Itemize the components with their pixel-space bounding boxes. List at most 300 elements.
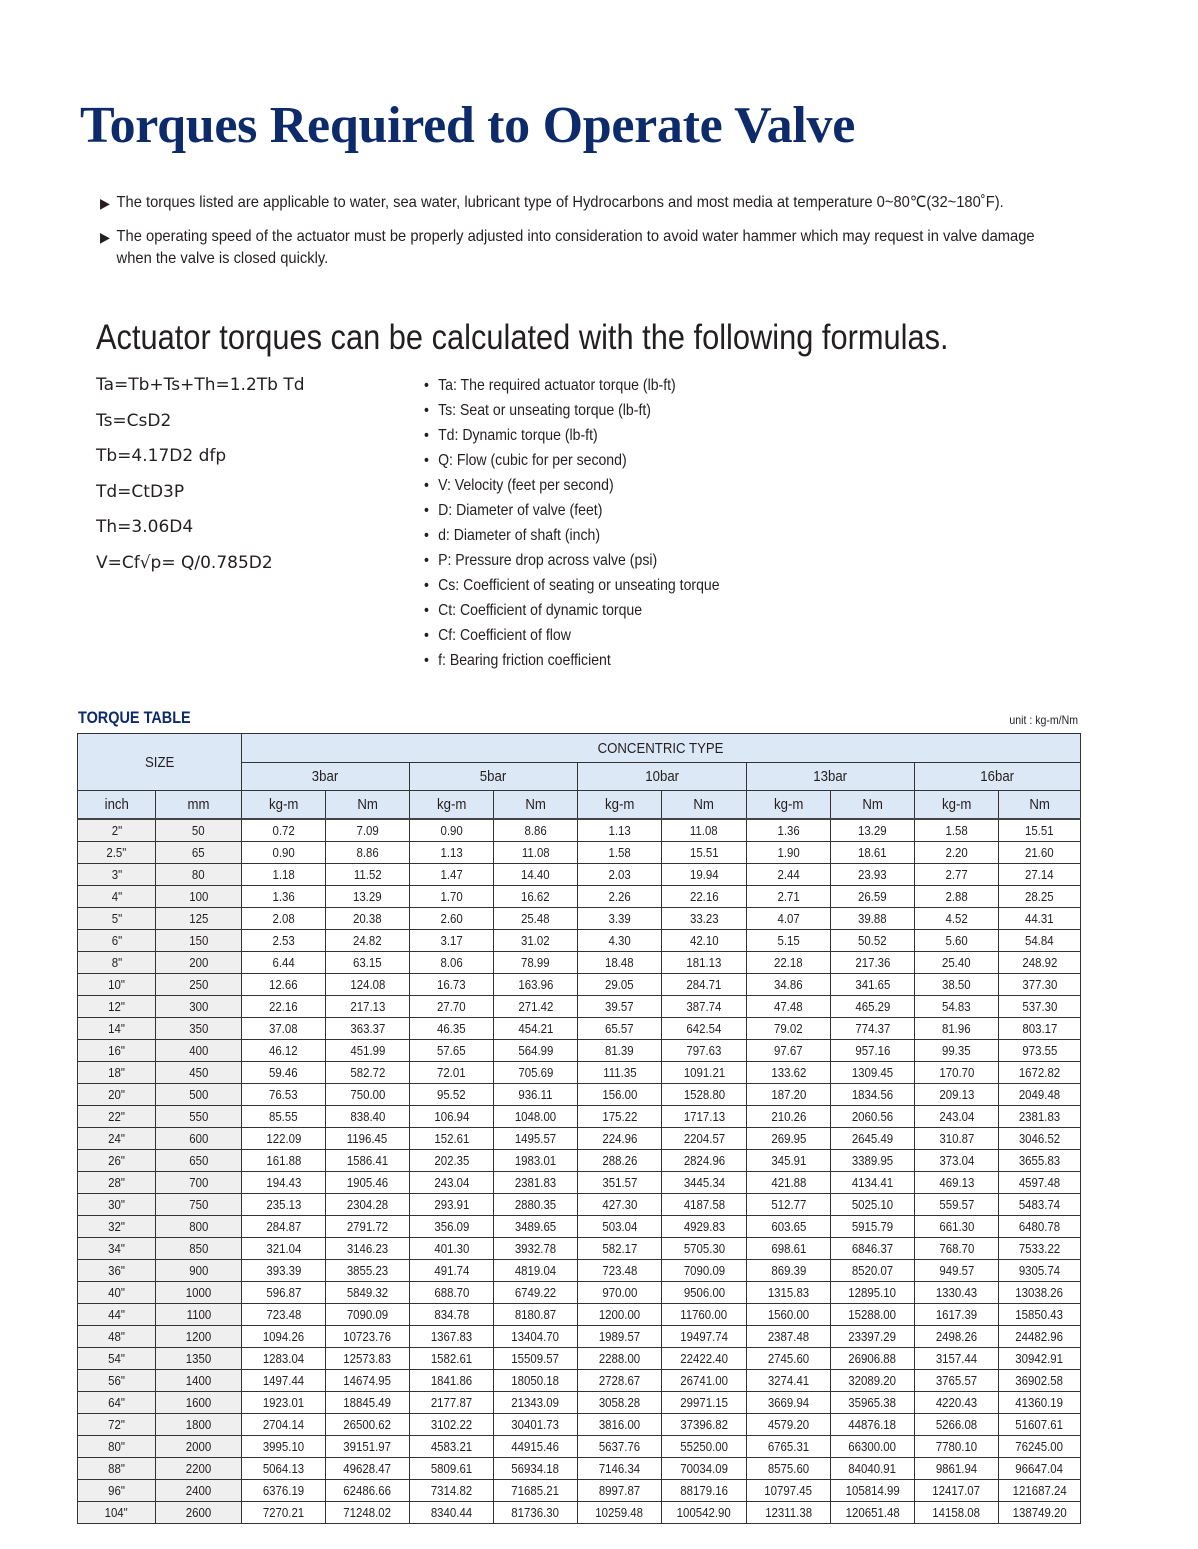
torque-5bar-nm-cell: 8180.87 xyxy=(494,1304,578,1326)
torque-3bar-nm-cell: 363.37 xyxy=(326,1018,410,1040)
size-inch-cell: 28" xyxy=(78,1172,156,1194)
torque-3bar-nm-cell: 124.08 xyxy=(326,974,410,996)
table-row xyxy=(78,930,1081,952)
formula-td: Td=CtD3P xyxy=(96,481,185,502)
torque-16bar-kgm-cell: 12417.07 xyxy=(915,1480,999,1502)
torque-3bar-kgm-cell: 2.08 xyxy=(242,908,326,930)
variable-legend xyxy=(424,373,760,673)
torque-13bar-kgm-cell: 4579.20 xyxy=(747,1414,831,1436)
size-mm-cell: 1400 xyxy=(156,1370,242,1392)
torque-3bar-kgm-cell: 3995.10 xyxy=(242,1436,326,1458)
size-inch-cell: 10" xyxy=(78,974,156,996)
torque-5bar-nm-cell: 71685.21 xyxy=(494,1480,578,1502)
size-inch-cell: 64" xyxy=(78,1392,156,1414)
torque-10bar-kgm-cell: 7146.34 xyxy=(578,1458,662,1480)
table-row xyxy=(78,1260,1081,1282)
torque-13bar-nm-cell: 84040.91 xyxy=(831,1458,915,1480)
torque-10bar-nm-cell: 22422.40 xyxy=(662,1348,747,1370)
torque-3bar-nm-cell: 1196.45 xyxy=(326,1128,410,1150)
torque-16bar-kgm-cell: 209.13 xyxy=(915,1084,999,1106)
torque-3bar-nm-cell: 582.72 xyxy=(326,1062,410,1084)
torque-10bar-nm-cell: 70034.09 xyxy=(662,1458,747,1480)
inch-header: inch xyxy=(78,791,156,820)
table-row xyxy=(78,1106,1081,1128)
table-row xyxy=(78,842,1081,864)
table-row xyxy=(78,1084,1081,1106)
torque-13bar-kgm-cell: 421.88 xyxy=(747,1172,831,1194)
torque-3bar-kgm-cell: 5064.13 xyxy=(242,1458,326,1480)
torque-5bar-nm-cell: 31.02 xyxy=(494,930,578,952)
torque-3bar-kgm-cell: 1094.26 xyxy=(242,1326,326,1348)
torque-13bar-nm-cell: 465.29 xyxy=(831,996,915,1018)
torque-table xyxy=(77,733,1081,1524)
bullet-icon: • xyxy=(424,527,429,544)
torque-10bar-kgm-cell: 970.00 xyxy=(578,1282,662,1304)
torque-13bar-nm-cell: 12895.10 xyxy=(831,1282,915,1304)
torque-10bar-nm-cell: 5705.30 xyxy=(662,1238,747,1260)
torque-3bar-kgm-cell: 76.53 xyxy=(242,1084,326,1106)
torque-5bar-kgm-cell: 491.74 xyxy=(410,1260,494,1282)
size-mm-cell: 100 xyxy=(156,886,242,908)
table-row xyxy=(78,1172,1081,1194)
torque-5bar-kgm-cell: 3.17 xyxy=(410,930,494,952)
torque-10bar-nm-cell: 19497.74 xyxy=(662,1326,747,1348)
table-row xyxy=(78,1304,1081,1326)
torque-3bar-kgm-cell: 235.13 xyxy=(242,1194,326,1216)
nm-header: Nm xyxy=(999,791,1081,820)
size-inch-cell: 18" xyxy=(78,1062,156,1084)
torque-5bar-nm-cell: 18050.18 xyxy=(494,1370,578,1392)
torque-10bar-kgm-cell: 288.26 xyxy=(578,1150,662,1172)
formula-v: V=Cf√p= Q/0.785D2 xyxy=(96,552,273,573)
torque-10bar-kgm-cell: 175.22 xyxy=(578,1106,662,1128)
torque-16bar-nm-cell: 27.14 xyxy=(999,864,1081,886)
torque-3bar-nm-cell: 1586.41 xyxy=(326,1150,410,1172)
torque-3bar-kgm-cell: 22.16 xyxy=(242,996,326,1018)
torque-13bar-kgm-cell: 345.91 xyxy=(747,1150,831,1172)
legend-item: • Cs: Coefficient of seating or unseating torque xyxy=(424,573,720,598)
torque-16bar-nm-cell: 3655.83 xyxy=(999,1150,1081,1172)
torque-16bar-kgm-cell: 1330.43 xyxy=(915,1282,999,1304)
size-inch-cell: 24" xyxy=(78,1128,156,1150)
torque-3bar-nm-cell: 217.13 xyxy=(326,996,410,1018)
size-inch-cell: 20" xyxy=(78,1084,156,1106)
torque-13bar-kgm-cell: 6765.31 xyxy=(747,1436,831,1458)
torque-10bar-nm-cell: 387.74 xyxy=(662,996,747,1018)
torque-5bar-nm-cell: 13404.70 xyxy=(494,1326,578,1348)
bullet-icon: • xyxy=(424,477,429,494)
torque-13bar-kgm-cell: 22.18 xyxy=(747,952,831,974)
torque-16bar-nm-cell: 803.17 xyxy=(999,1018,1081,1040)
note-text: The operating speed of the actuator must be properly adjusted into consideration to avoid water hammer which may request in valve damage when the valve is closed quickly. xyxy=(116,228,1035,267)
kgm-header: kg-m xyxy=(915,791,999,820)
size-inch-cell: 4" xyxy=(78,886,156,908)
table-row xyxy=(78,974,1081,996)
table-row xyxy=(78,1128,1081,1150)
size-mm-cell: 125 xyxy=(156,908,242,930)
torque-3bar-kgm-cell: 59.46 xyxy=(242,1062,326,1084)
torque-16bar-kgm-cell: 14158.08 xyxy=(915,1502,999,1524)
torque-10bar-nm-cell: 1528.80 xyxy=(662,1084,747,1106)
torque-13bar-kgm-cell: 47.48 xyxy=(747,996,831,1018)
torque-3bar-kgm-cell: 6.44 xyxy=(242,952,326,974)
torque-13bar-kgm-cell: 210.26 xyxy=(747,1106,831,1128)
bullet-icon: • xyxy=(424,652,429,669)
legend-item: • Cf: Coefficient of flow xyxy=(424,623,720,648)
torque-10bar-nm-cell: 1717.13 xyxy=(662,1106,747,1128)
formula-th: Th=3.06D4 xyxy=(96,517,194,537)
torque-10bar-kgm-cell: 1989.57 xyxy=(578,1326,662,1348)
torque-5bar-kgm-cell: 5809.61 xyxy=(410,1458,494,1480)
table-row xyxy=(78,864,1081,886)
torque-3bar-nm-cell: 71248.02 xyxy=(326,1502,410,1524)
size-inch-cell: 32" xyxy=(78,1216,156,1238)
size-mm-cell: 1800 xyxy=(156,1414,242,1436)
torque-3bar-nm-cell: 10723.76 xyxy=(326,1326,410,1348)
torque-16bar-kgm-cell: 2.88 xyxy=(915,886,999,908)
torque-10bar-kgm-cell: 582.17 xyxy=(578,1238,662,1260)
torque-13bar-kgm-cell: 187.20 xyxy=(747,1084,831,1106)
bullet-icon: • xyxy=(424,452,429,469)
torque-10bar-nm-cell: 11760.00 xyxy=(662,1304,747,1326)
size-mm-cell: 2000 xyxy=(156,1436,242,1458)
torque-5bar-kgm-cell: 106.94 xyxy=(410,1106,494,1128)
torque-16bar-nm-cell: 21.60 xyxy=(999,842,1081,864)
torque-3bar-nm-cell: 750.00 xyxy=(326,1084,410,1106)
kgm-header: kg-m xyxy=(578,791,662,820)
torque-5bar-nm-cell: 25.48 xyxy=(494,908,578,930)
torque-5bar-kgm-cell: 152.61 xyxy=(410,1128,494,1150)
torque-5bar-nm-cell: 4819.04 xyxy=(494,1260,578,1282)
torque-16bar-kgm-cell: 661.30 xyxy=(915,1216,999,1238)
torque-10bar-kgm-cell: 10259.48 xyxy=(578,1502,662,1524)
torque-16bar-nm-cell: 537.30 xyxy=(999,996,1081,1018)
torque-5bar-nm-cell: 78.99 xyxy=(494,952,578,974)
torque-16bar-kgm-cell: 54.83 xyxy=(915,996,999,1018)
torque-3bar-kgm-cell: 2.53 xyxy=(242,930,326,952)
torque-3bar-kgm-cell: 1497.44 xyxy=(242,1370,326,1392)
torque-16bar-nm-cell: 96647.04 xyxy=(999,1458,1081,1480)
torque-13bar-kgm-cell: 2387.48 xyxy=(747,1326,831,1348)
torque-5bar-kgm-cell: 202.35 xyxy=(410,1150,494,1172)
torque-10bar-nm-cell: 42.10 xyxy=(662,930,747,952)
table-row xyxy=(78,908,1081,930)
torque-3bar-kgm-cell: 161.88 xyxy=(242,1150,326,1172)
formula-ts: Ts=CsD2 xyxy=(96,410,172,431)
page-title: Torques Required to Operate Valve xyxy=(80,97,855,154)
torque-13bar-nm-cell: 5915.79 xyxy=(831,1216,915,1238)
torque-16bar-kgm-cell: 3157.44 xyxy=(915,1348,999,1370)
torque-16bar-nm-cell: 377.30 xyxy=(999,974,1081,996)
torque-5bar-kgm-cell: 72.01 xyxy=(410,1062,494,1084)
torque-5bar-kgm-cell: 243.04 xyxy=(410,1172,494,1194)
size-mm-cell: 250 xyxy=(156,974,242,996)
kgm-header: kg-m xyxy=(410,791,494,820)
torque-13bar-nm-cell: 23.93 xyxy=(831,864,915,886)
torque-5bar-nm-cell: 11.08 xyxy=(494,842,578,864)
torque-16bar-nm-cell: 44.31 xyxy=(999,908,1081,930)
formula-ta: Ta=Tb+Ts+Th=1.2Tb Td xyxy=(96,375,305,395)
torque-5bar-nm-cell: 936.11 xyxy=(494,1084,578,1106)
table-row xyxy=(78,1150,1081,1172)
torque-10bar-kgm-cell: 3058.28 xyxy=(578,1392,662,1414)
torque-16bar-kgm-cell: 81.96 xyxy=(915,1018,999,1040)
torque-5bar-nm-cell: 1983.01 xyxy=(494,1150,578,1172)
legend-item: • D: Diameter of valve (feet) xyxy=(424,498,720,523)
torque-3bar-kgm-cell: 12.66 xyxy=(242,974,326,996)
torque-13bar-nm-cell: 39.88 xyxy=(831,908,915,930)
torque-10bar-kgm-cell: 39.57 xyxy=(578,996,662,1018)
torque-5bar-kgm-cell: 46.35 xyxy=(410,1018,494,1040)
torque-13bar-kgm-cell: 269.95 xyxy=(747,1128,831,1150)
torque-16bar-nm-cell: 3046.52 xyxy=(999,1128,1081,1150)
torque-16bar-nm-cell: 6480.78 xyxy=(999,1216,1081,1238)
torque-3bar-nm-cell: 838.40 xyxy=(326,1106,410,1128)
torque-13bar-kgm-cell: 133.62 xyxy=(747,1062,831,1084)
torque-13bar-kgm-cell: 2.71 xyxy=(747,886,831,908)
torque-table-body xyxy=(78,819,1081,1524)
table-row xyxy=(78,819,1081,842)
torque-10bar-kgm-cell: 2288.00 xyxy=(578,1348,662,1370)
torque-16bar-kgm-cell: 949.57 xyxy=(915,1260,999,1282)
torque-13bar-nm-cell: 1834.56 xyxy=(831,1084,915,1106)
torque-10bar-nm-cell: 100542.90 xyxy=(662,1502,747,1524)
table-row xyxy=(78,1194,1081,1216)
torque-16bar-nm-cell: 9305.74 xyxy=(999,1260,1081,1282)
mm-header: mm xyxy=(156,791,242,820)
torque-10bar-kgm-cell: 18.48 xyxy=(578,952,662,974)
torque-5bar-nm-cell: 44915.46 xyxy=(494,1436,578,1458)
torque-3bar-kgm-cell: 723.48 xyxy=(242,1304,326,1326)
torque-3bar-kgm-cell: 321.04 xyxy=(242,1238,326,1260)
torque-5bar-kgm-cell: 2177.87 xyxy=(410,1392,494,1414)
torque-13bar-nm-cell: 2060.56 xyxy=(831,1106,915,1128)
size-inch-cell: 26" xyxy=(78,1150,156,1172)
nm-header: Nm xyxy=(831,791,915,820)
torque-16bar-kgm-cell: 2.20 xyxy=(915,842,999,864)
torque-13bar-kgm-cell: 2.44 xyxy=(747,864,831,886)
torque-10bar-kgm-cell: 224.96 xyxy=(578,1128,662,1150)
size-mm-cell: 1350 xyxy=(156,1348,242,1370)
size-inch-cell: 40" xyxy=(78,1282,156,1304)
table-row xyxy=(78,886,1081,908)
size-mm-cell: 600 xyxy=(156,1128,242,1150)
size-mm-cell: 1200 xyxy=(156,1326,242,1348)
table-row xyxy=(78,1238,1081,1260)
torque-13bar-kgm-cell: 34.86 xyxy=(747,974,831,996)
size-inch-cell: 36" xyxy=(78,1260,156,1282)
torque-10bar-kgm-cell: 3816.00 xyxy=(578,1414,662,1436)
torque-13bar-kgm-cell: 1.36 xyxy=(747,819,831,842)
torque-16bar-kgm-cell: 768.70 xyxy=(915,1238,999,1260)
torque-3bar-nm-cell: 2791.72 xyxy=(326,1216,410,1238)
size-mm-cell: 1100 xyxy=(156,1304,242,1326)
torque-5bar-kgm-cell: 8340.44 xyxy=(410,1502,494,1524)
torque-13bar-nm-cell: 44876.18 xyxy=(831,1414,915,1436)
size-mm-cell: 900 xyxy=(156,1260,242,1282)
pressure-header-5bar: 5bar xyxy=(410,763,578,791)
torque-5bar-nm-cell: 30401.73 xyxy=(494,1414,578,1436)
torque-16bar-kgm-cell: 38.50 xyxy=(915,974,999,996)
torque-10bar-nm-cell: 33.23 xyxy=(662,908,747,930)
table-row xyxy=(78,1348,1081,1370)
size-mm-cell: 65 xyxy=(156,842,242,864)
torque-5bar-kgm-cell: 401.30 xyxy=(410,1238,494,1260)
torque-13bar-kgm-cell: 1560.00 xyxy=(747,1304,831,1326)
torque-3bar-nm-cell: 3855.23 xyxy=(326,1260,410,1282)
torque-10bar-kgm-cell: 1.58 xyxy=(578,842,662,864)
torque-13bar-nm-cell: 6846.37 xyxy=(831,1238,915,1260)
nm-header: Nm xyxy=(326,791,410,820)
size-mm-cell: 550 xyxy=(156,1106,242,1128)
size-inch-cell: 12" xyxy=(78,996,156,1018)
torque-10bar-kgm-cell: 351.57 xyxy=(578,1172,662,1194)
torque-5bar-nm-cell: 271.42 xyxy=(494,996,578,1018)
torque-5bar-kgm-cell: 834.78 xyxy=(410,1304,494,1326)
torque-10bar-nm-cell: 19.94 xyxy=(662,864,747,886)
torque-16bar-nm-cell: 51607.61 xyxy=(999,1414,1081,1436)
legend-item: • d: Diameter of shaft (inch) xyxy=(424,523,720,548)
torque-16bar-kgm-cell: 5.60 xyxy=(915,930,999,952)
torque-5bar-nm-cell: 21343.09 xyxy=(494,1392,578,1414)
unit-label: unit : kg-m/Nm xyxy=(1009,713,1078,727)
torque-3bar-kgm-cell: 122.09 xyxy=(242,1128,326,1150)
size-mm-cell: 650 xyxy=(156,1150,242,1172)
torque-16bar-kgm-cell: 1.58 xyxy=(915,819,999,842)
torque-3bar-kgm-cell: 1923.01 xyxy=(242,1392,326,1414)
torque-16bar-kgm-cell: 25.40 xyxy=(915,952,999,974)
size-inch-cell: 30" xyxy=(78,1194,156,1216)
torque-5bar-nm-cell: 163.96 xyxy=(494,974,578,996)
torque-16bar-nm-cell: 138749.20 xyxy=(999,1502,1081,1524)
torque-16bar-kgm-cell: 5266.08 xyxy=(915,1414,999,1436)
torque-10bar-kgm-cell: 2.03 xyxy=(578,864,662,886)
torque-10bar-kgm-cell: 111.35 xyxy=(578,1062,662,1084)
torque-13bar-nm-cell: 3389.95 xyxy=(831,1150,915,1172)
torque-3bar-nm-cell: 8.86 xyxy=(326,842,410,864)
torque-3bar-kgm-cell: 1.36 xyxy=(242,886,326,908)
torque-13bar-nm-cell: 341.65 xyxy=(831,974,915,996)
size-inch-cell: 8" xyxy=(78,952,156,974)
bullet-icon: • xyxy=(424,402,429,419)
torque-5bar-kgm-cell: 1.47 xyxy=(410,864,494,886)
torque-16bar-nm-cell: 1672.82 xyxy=(999,1062,1081,1084)
torque-13bar-kgm-cell: 12311.38 xyxy=(747,1502,831,1524)
torque-13bar-kgm-cell: 5.15 xyxy=(747,930,831,952)
size-mm-cell: 80 xyxy=(156,864,242,886)
torque-3bar-kgm-cell: 393.39 xyxy=(242,1260,326,1282)
torque-3bar-nm-cell: 62486.66 xyxy=(326,1480,410,1502)
torque-10bar-nm-cell: 55250.00 xyxy=(662,1436,747,1458)
torque-10bar-kgm-cell: 1200.00 xyxy=(578,1304,662,1326)
size-mm-cell: 450 xyxy=(156,1062,242,1084)
torque-table-caption: TORQUE TABLE xyxy=(78,708,191,727)
torque-5bar-nm-cell: 564.99 xyxy=(494,1040,578,1062)
torque-10bar-nm-cell: 26741.00 xyxy=(662,1370,747,1392)
torque-16bar-nm-cell: 36902.58 xyxy=(999,1370,1081,1392)
torque-13bar-kgm-cell: 698.61 xyxy=(747,1238,831,1260)
torque-16bar-kgm-cell: 310.87 xyxy=(915,1128,999,1150)
size-mm-cell: 800 xyxy=(156,1216,242,1238)
size-inch-cell: 80" xyxy=(78,1436,156,1458)
torque-13bar-kgm-cell: 3669.94 xyxy=(747,1392,831,1414)
table-row xyxy=(78,1040,1081,1062)
torque-16bar-kgm-cell: 170.70 xyxy=(915,1062,999,1084)
note-operating-speed xyxy=(100,226,1073,270)
torque-5bar-kgm-cell: 7314.82 xyxy=(410,1480,494,1502)
torque-10bar-nm-cell: 4187.58 xyxy=(662,1194,747,1216)
torque-10bar-kgm-cell: 81.39 xyxy=(578,1040,662,1062)
torque-3bar-nm-cell: 451.99 xyxy=(326,1040,410,1062)
torque-10bar-kgm-cell: 2.26 xyxy=(578,886,662,908)
torque-16bar-nm-cell: 15.51 xyxy=(999,819,1081,842)
torque-10bar-kgm-cell: 8997.87 xyxy=(578,1480,662,1502)
size-inch-cell: 3" xyxy=(78,864,156,886)
torque-3bar-nm-cell: 5849.32 xyxy=(326,1282,410,1304)
size-mm-cell: 300 xyxy=(156,996,242,1018)
torque-3bar-kgm-cell: 85.55 xyxy=(242,1106,326,1128)
torque-3bar-nm-cell: 20.38 xyxy=(326,908,410,930)
size-mm-cell: 400 xyxy=(156,1040,242,1062)
torque-5bar-nm-cell: 15509.57 xyxy=(494,1348,578,1370)
legend-item: • Ta: The required actuator torque (lb-ft) xyxy=(424,373,720,398)
torque-3bar-nm-cell: 3146.23 xyxy=(326,1238,410,1260)
torque-13bar-kgm-cell: 8575.60 xyxy=(747,1458,831,1480)
torque-5bar-nm-cell: 56934.18 xyxy=(494,1458,578,1480)
bullet-icon: • xyxy=(424,377,429,394)
torque-3bar-kgm-cell: 6376.19 xyxy=(242,1480,326,1502)
table-row xyxy=(78,1370,1081,1392)
size-inch-cell: 34" xyxy=(78,1238,156,1260)
torque-5bar-nm-cell: 1495.57 xyxy=(494,1128,578,1150)
torque-5bar-nm-cell: 3932.78 xyxy=(494,1238,578,1260)
kgm-header: kg-m xyxy=(747,791,831,820)
torque-16bar-kgm-cell: 2498.26 xyxy=(915,1326,999,1348)
size-inch-cell: 48" xyxy=(78,1326,156,1348)
torque-10bar-nm-cell: 22.16 xyxy=(662,886,747,908)
triangle-bullet-icon: ▶ xyxy=(100,195,110,211)
torque-10bar-nm-cell: 2824.96 xyxy=(662,1150,747,1172)
legend-item: • Q: Flow (cubic for per second) xyxy=(424,448,720,473)
torque-13bar-nm-cell: 957.16 xyxy=(831,1040,915,1062)
torque-16bar-nm-cell: 76245.00 xyxy=(999,1436,1081,1458)
torque-16bar-kgm-cell: 4.52 xyxy=(915,908,999,930)
torque-10bar-nm-cell: 37396.82 xyxy=(662,1414,747,1436)
torque-16bar-kgm-cell: 469.13 xyxy=(915,1172,999,1194)
torque-16bar-nm-cell: 973.55 xyxy=(999,1040,1081,1062)
pressure-header-13bar: 13bar xyxy=(747,763,915,791)
formula-list xyxy=(96,374,305,587)
table-row xyxy=(78,1282,1081,1304)
torque-13bar-kgm-cell: 10797.45 xyxy=(747,1480,831,1502)
torque-5bar-nm-cell: 454.21 xyxy=(494,1018,578,1040)
torque-13bar-kgm-cell: 4.07 xyxy=(747,908,831,930)
torque-13bar-nm-cell: 4134.41 xyxy=(831,1172,915,1194)
table-row xyxy=(78,1018,1081,1040)
size-inch-cell: 72" xyxy=(78,1414,156,1436)
torque-5bar-nm-cell: 2880.35 xyxy=(494,1194,578,1216)
torque-3bar-kgm-cell: 194.43 xyxy=(242,1172,326,1194)
torque-3bar-kgm-cell: 0.90 xyxy=(242,842,326,864)
torque-16bar-kgm-cell: 559.57 xyxy=(915,1194,999,1216)
size-inch-cell: 54" xyxy=(78,1348,156,1370)
torque-3bar-nm-cell: 24.82 xyxy=(326,930,410,952)
size-inch-cell: 2" xyxy=(78,819,156,842)
torque-10bar-kgm-cell: 156.00 xyxy=(578,1084,662,1106)
torque-16bar-nm-cell: 41360.19 xyxy=(999,1392,1081,1414)
table-row xyxy=(78,952,1081,974)
table-row xyxy=(78,1326,1081,1348)
